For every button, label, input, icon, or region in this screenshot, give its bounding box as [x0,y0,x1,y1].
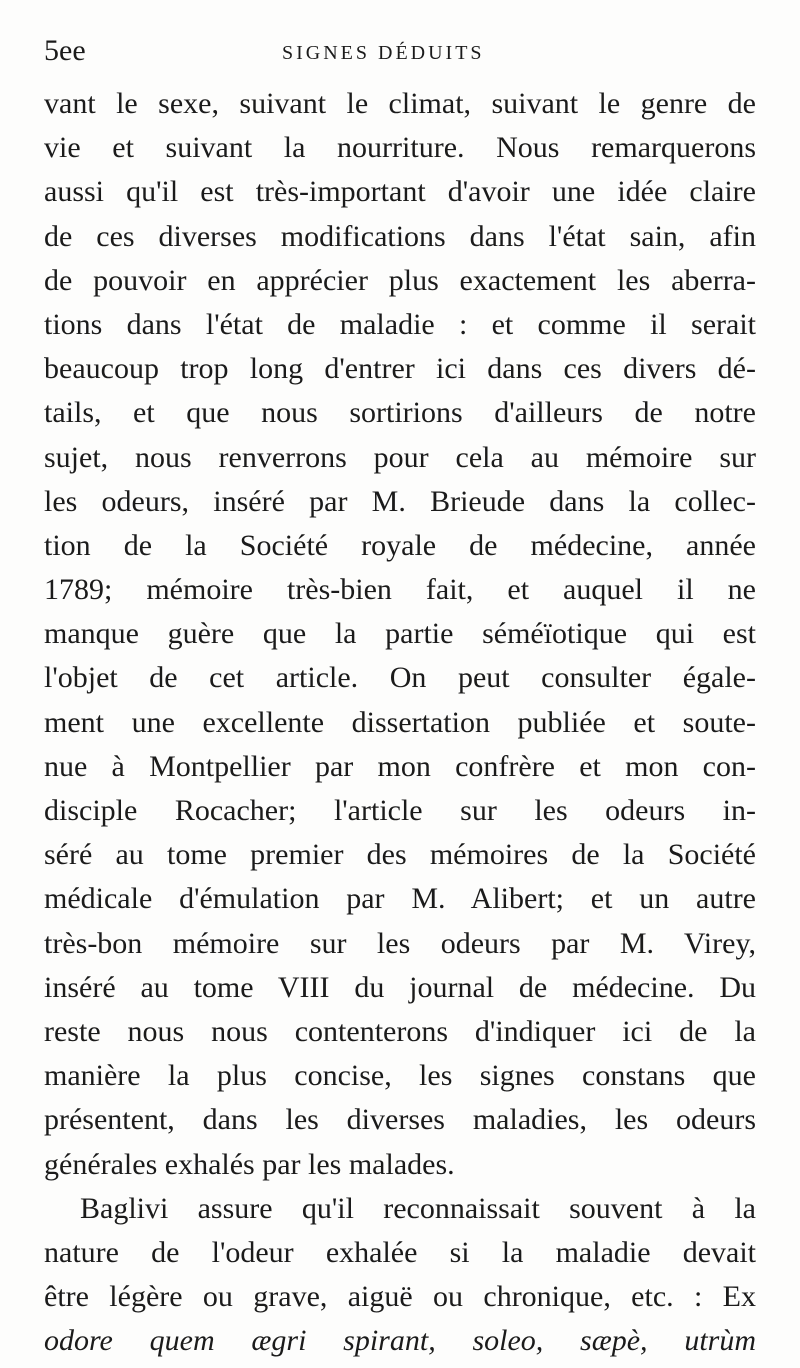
text-line: les odeurs, inséré par M. Brieude dans la collec- [44,484,756,518]
text-line: aussi qu'il est très-important d'avoir une idée claire [44,175,756,209]
text-line: reste nous nous contenterons d'indiquer ici de la [44,1014,756,1048]
text-line: inséré au tome VIII du journal de médecine. Du [44,970,756,1004]
text-line: 1789; mémoire très-bien fait, et auquel il ne [44,573,756,607]
text-line: nue à Montpellier par mon confrère et mon con- [44,749,756,783]
text-line: disciple Rocacher; l'article sur les odeurs in- [44,794,756,827]
text-line: nature de l'odeur exhalée si la maladie devait [44,1235,756,1269]
running-title: SIGNES DÉDUITS [282,42,485,64]
text-line: ment une excellente dissertation publiée et soute- [44,705,756,739]
text-line: manque guère que la partie séméïotique qui est [44,617,756,651]
text-line: tions dans l'état de maladie : et comme il serait [44,307,756,341]
text-line: manière la plus concise, les signes constans que [44,1059,756,1093]
text-line: présentent, dans les diverses maladies, les odeurs [44,1103,756,1137]
text-line: de pouvoir en apprécier plus exactement les aberra- [44,263,756,297]
text-line: très-bon mémoire sur les odeurs par M. Virey, [44,926,756,960]
text-line: beaucoup trop long d'entrer ici dans ces divers dé- [44,352,756,386]
text-line: être légère ou grave, aiguë ou chronique, etc. : Ex [44,1280,756,1314]
page-number: 5ee [44,34,86,67]
text-line: de ces diverses modifications dans l'état sain, afin [44,219,756,253]
page-header [44,32,756,72]
body-text [44,82,756,1363]
text-line: tails, et que nous sortirions d'ailleurs de notre [44,396,756,430]
text-line: Baglivi assure qu'il reconnaissait souvent à la [80,1191,756,1225]
text-line: générales exhalés par les malades. [44,1147,455,1181]
text-line: tion de la Société royale de médecine, année [44,528,756,562]
text-line: médicale d'émulation par M. Alibert; et un autre [44,882,756,916]
text-line: séré au tome premier des mémoires de la Société [44,838,756,872]
text-line: l'objet de cet article. On peut consulter égale- [44,661,756,695]
text-line: odore quem ægri spirant, soleo, sæpè, utrùm [44,1324,756,1358]
text-line: vie et suivant la nourriture. Nous remarquerons [44,131,756,165]
text-line: sujet, nous renverrons pour cela au mémoire sur [44,440,756,474]
text-line: vant le sexe, suivant le climat, suivant le genre de [44,87,756,120]
